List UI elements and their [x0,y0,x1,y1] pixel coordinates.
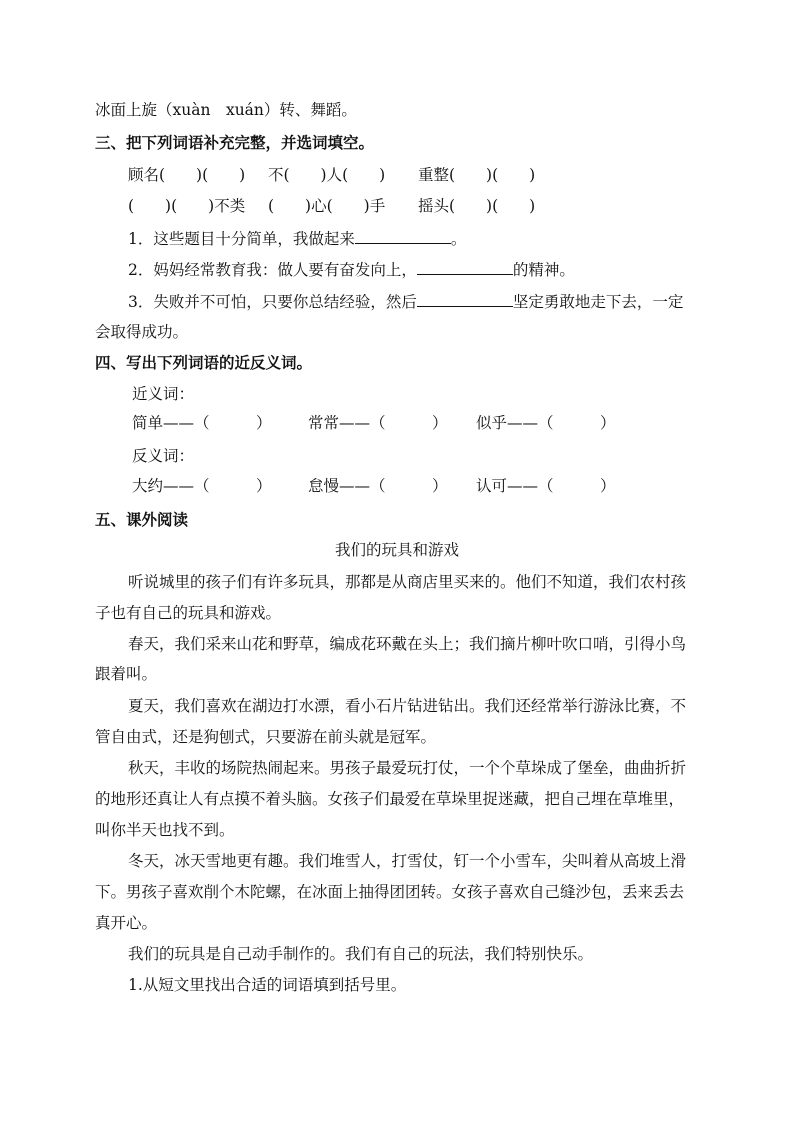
paragraph-line: 跟着叫。 [95,665,158,683]
section5-heading: 五、课外阅读 [95,510,189,529]
paragraph-line: 听说城里的孩子们有许多玩具，那都是从商店里买来的。他们不知道，我们农村孩 [128,573,687,591]
paragraph-line: 我们的玩具是自己动手制作的。我们有自己的玩法，我们特别快乐。 [128,945,594,963]
synonym-item: 似乎——（ ） [476,414,616,432]
idiom-blank: 重整( )( ) [418,166,536,184]
idiom-blank: 摇头( )( ) [418,197,536,215]
answer-blank[interactable] [355,228,451,244]
reading-question-1: 1.从短文里找出合适的词语填到括号里。 [128,976,407,994]
idiom-blank: ( )心( )手 [268,197,386,215]
paragraph-line: 真开心。 [95,914,158,932]
question-text: 。 [450,230,467,248]
paragraph-line: 夏天，我们喜欢在湖边打水漂，看小石片钻进钻出。我们还经常举行游泳比赛，不 [128,697,687,715]
paragraph-line: 下。男孩子喜欢削个木陀螺，在冰面上抽得团团转。女孩子喜欢自己缝沙包，丢来丢去 [95,883,685,901]
paragraph-line: 的地形还真让人有点摸不着头脑。女孩子们最爱在草垛里捉迷藏，把自己埋在草堆里， [95,790,685,808]
fill-question-3 [128,291,683,312]
synonym-label: 近义词： [132,385,195,403]
question-text: 2．妈妈经常教育我：做人要有奋发向上， [128,261,417,279]
section4-heading: 四、写出下列词语的近反义词。 [95,353,313,372]
antonym-item: 大约——（ ） [132,477,272,495]
intro-line: 冰面上旋（xuàn xuán）转、舞蹈。 [95,101,357,119]
antonym-label: 反义词： [132,447,195,465]
antonym-item: 怠慢——（ ） [308,477,448,495]
answer-blank[interactable] [417,291,513,307]
question-text: 坚定勇敢地走下去，一定 [512,293,684,311]
fill-question-1 [128,228,466,249]
answer-blank[interactable] [417,259,513,275]
paragraph-line: 秋天，丰收的场院热闹起来。男孩子最爱玩打仗，一个个草垛成了堡垒，曲曲折折 [128,759,687,777]
idiom-blank: ( )( )不类 [128,197,246,215]
paragraph-line: 子也有自己的玩具和游戏。 [95,604,282,622]
section3-heading: 三、把下列词语补充完整，并选词填空。 [95,133,375,152]
idiom-blank: 不( )人( ) [268,166,386,184]
paragraph-line: 叫你半天也找不到。 [95,821,235,839]
article-title: 我们的玩具和游戏 [334,541,459,559]
synonym-item: 简单——（ ） [132,414,272,432]
synonym-item: 常常——（ ） [308,414,448,432]
idiom-blank: 顾名( )( ) [128,166,246,184]
paragraph-line: 冬天，冰天雪地更有趣。我们堆雪人，打雪仗，钉一个小雪车，尖叫着从高坡上滑 [128,852,687,870]
fill-question-2 [128,259,575,280]
question-text: 3．失败并不可怕，只要你总结经验，然后 [128,293,417,311]
paragraph-line: 春天，我们采来山花和野草，编成花环戴在头上；我们摘片柳叶吹口哨，引得小鸟 [128,635,687,653]
fill-question-3-cont: 会取得成功。 [95,323,189,341]
question-text: 的精神。 [512,261,575,279]
question-text: 1．这些题目十分简单，我做起来 [128,230,355,248]
antonym-item: 认可——（ ） [476,477,616,495]
paragraph-line: 管自由式，还是狗刨式，只要游在前头就是冠军。 [95,728,437,746]
